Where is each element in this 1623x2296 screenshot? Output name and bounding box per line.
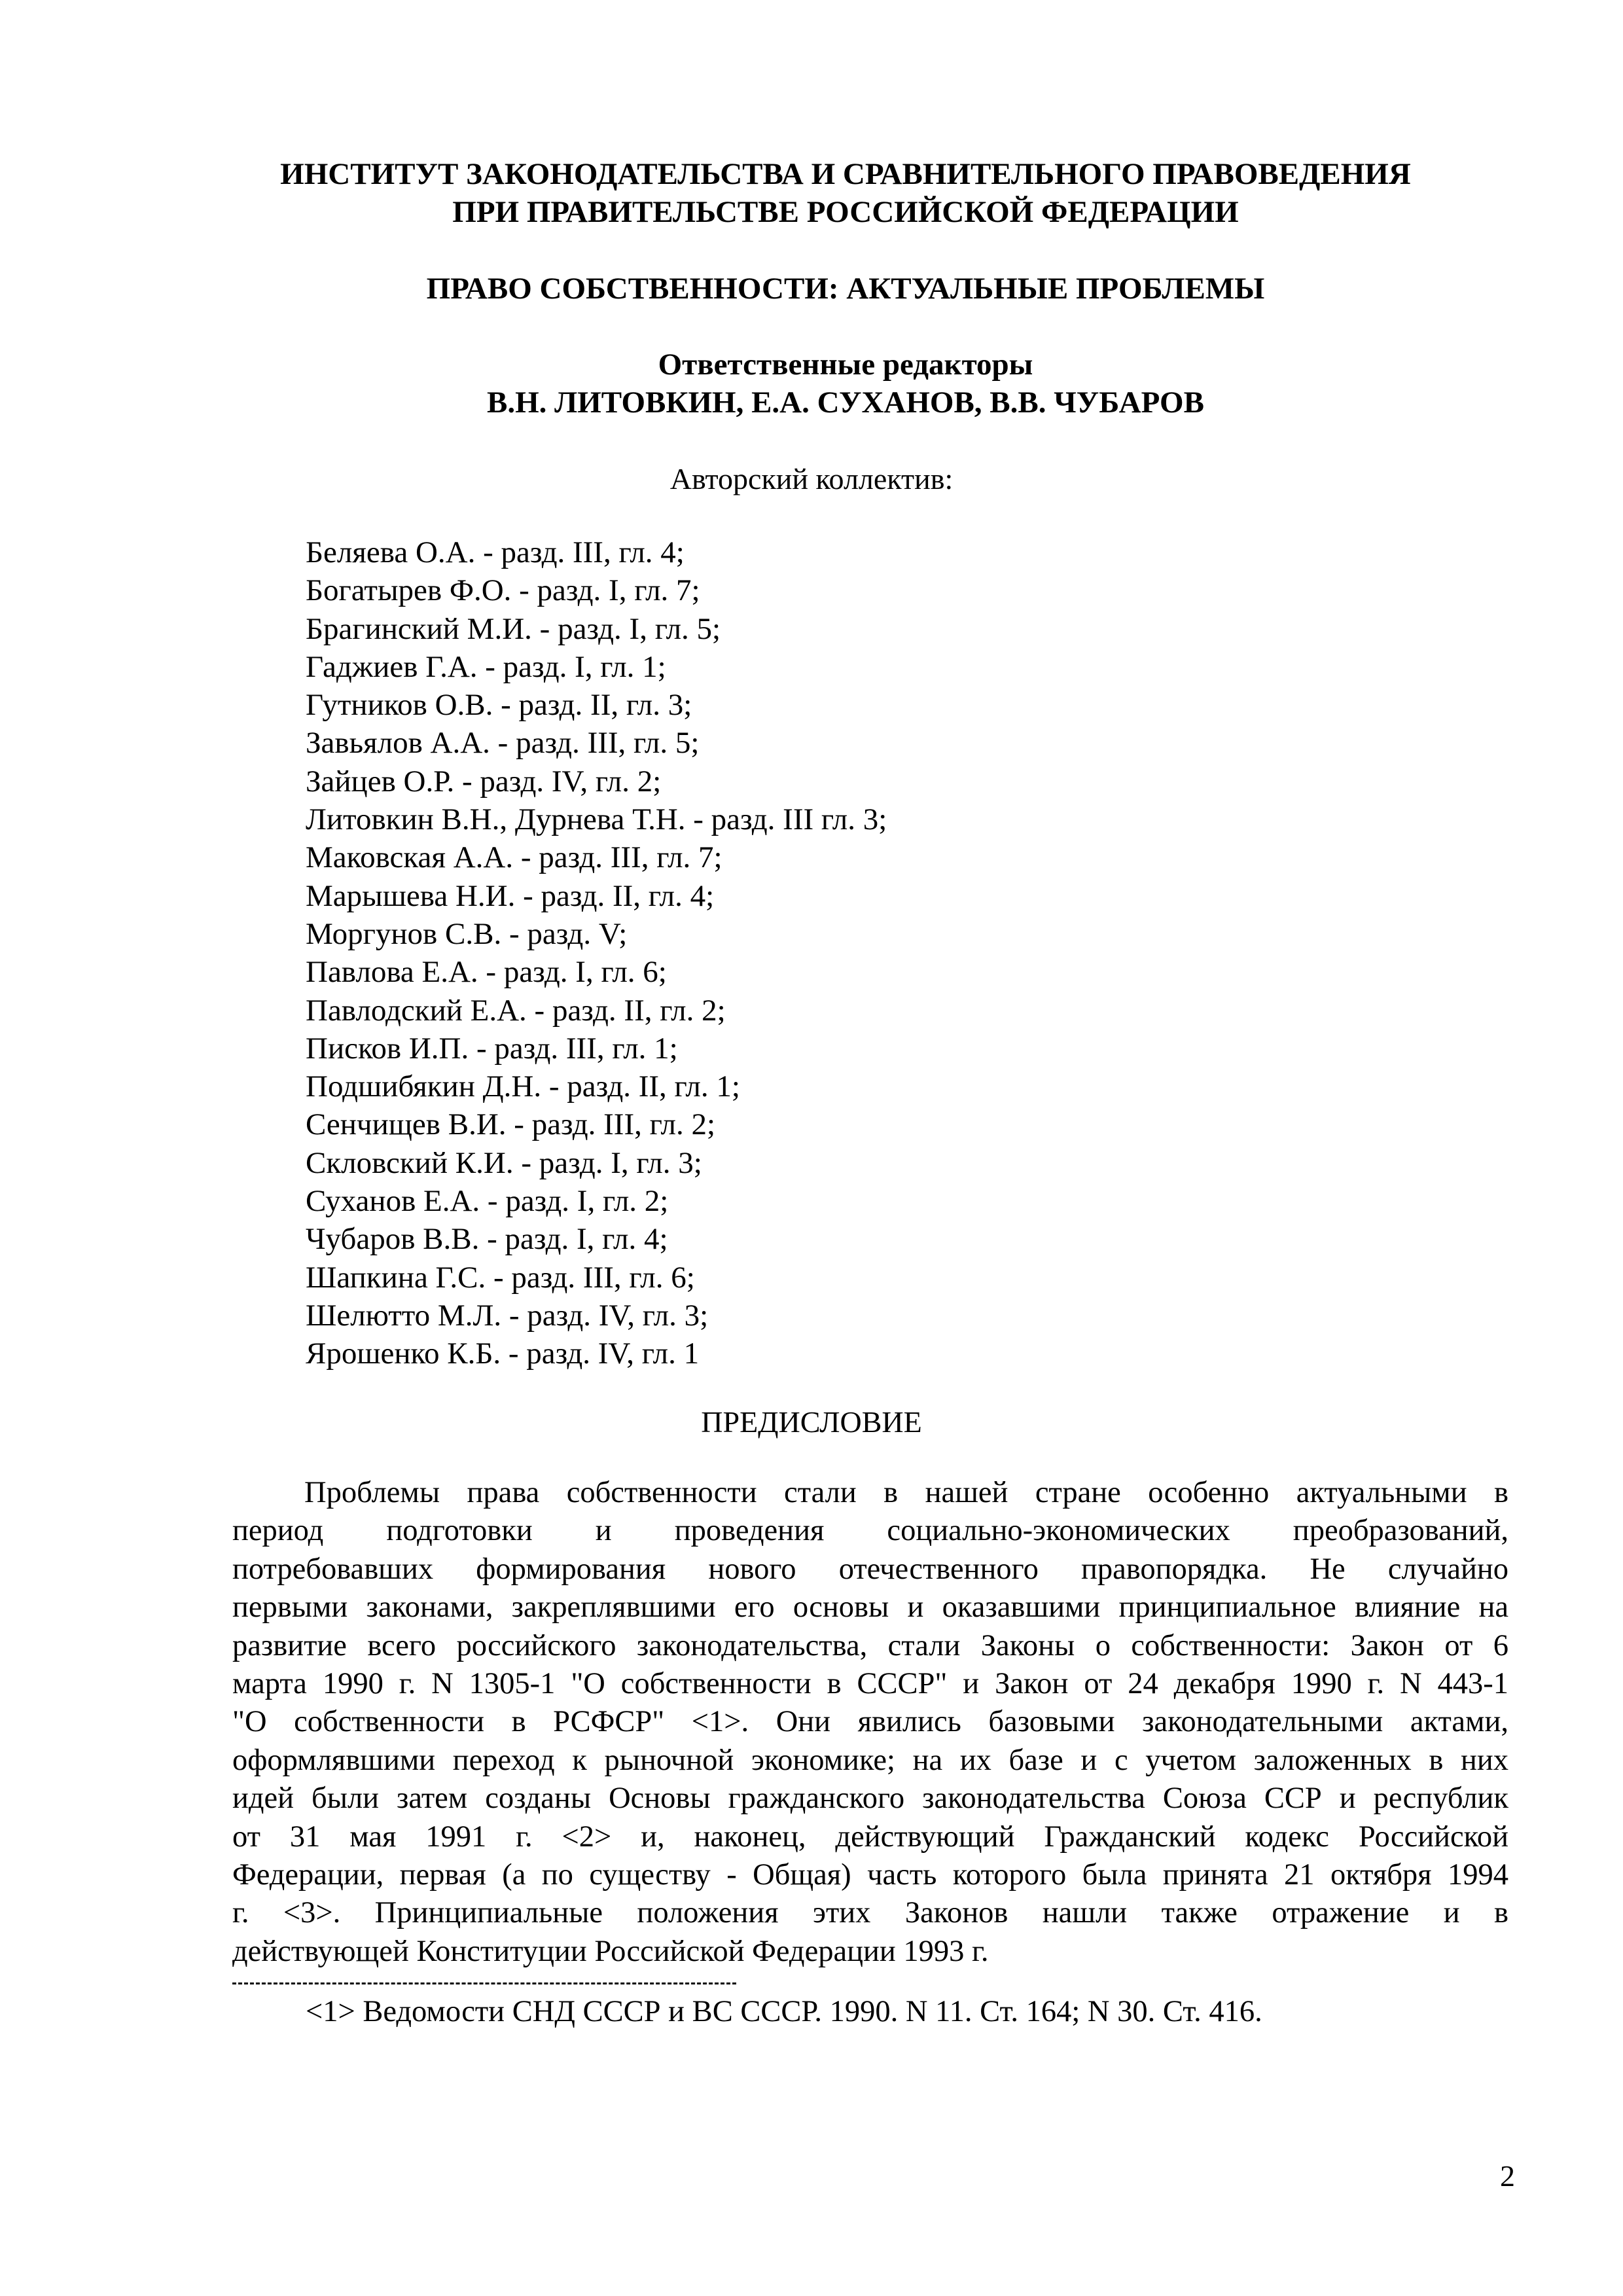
author-entry: Беляева О.А. - разд. III, гл. 4;: [306, 535, 685, 569]
author-entry: Писков И.П. - разд. III, гл. 1;: [306, 1031, 678, 1066]
editors-label: Ответственные редакторы: [658, 348, 1033, 382]
author-entry: Литовкин В.Н., Дурнева Т.Н. - разд. III гл. 3;: [306, 802, 887, 837]
editors-names: В.Н. ЛИТОВКИН, Е.А. СУХАНОВ, В.В. ЧУБАРОВ: [487, 386, 1204, 420]
institute-name-line-1: ИНСТИТУТ ЗАКОНОДАТЕЛЬСТВА И СРАВНИТЕЛЬНОГО ПРАВОВЕДЕНИЯ: [280, 157, 1411, 191]
author-entry: Богатырев Ф.О. - разд. I, гл. 7;: [306, 573, 700, 608]
paragraph-line: период подготовки и проведения социально-экономических преобразований,: [232, 1514, 1508, 1548]
paragraph-line: развитие всего российского законодательства, стали Законы о собственности: Закон от 6: [232, 1628, 1508, 1662]
paragraph-line: Проблемы права собственности стали в нашей стране особенно актуальными в: [304, 1476, 1508, 1509]
author-entry: Шапкина Г.С. - разд. III, гл. 6;: [306, 1260, 695, 1295]
paragraph-line: идей были затем созданы Основы гражданского законодательства Союза ССР и республик: [232, 1782, 1508, 1816]
author-entry: Завьялов А.А. - разд. III, гл. 5;: [306, 726, 700, 761]
authors-heading: Авторский коллектив:: [669, 462, 954, 495]
author-entry: Гаджиев Г.А. - разд. I, гл. 1;: [306, 649, 666, 684]
page-number: 2: [1500, 2159, 1515, 2193]
paragraph-line: марта 1990 г. N 1305-1 "О собственности в СССР" и Закон от 24 декабря 1990 г. N 443-1: [232, 1666, 1508, 1700]
author-entry: Марышева Н.И. - разд. II, гл. 4;: [306, 878, 715, 913]
author-entry: Скловский К.И. - разд. I, гл. 3;: [306, 1145, 702, 1180]
authors-list: [306, 533, 887, 1373]
author-entry: Маковская А.А. - разд. III, гл. 7;: [306, 840, 722, 875]
author-entry: Ярошенко К.Б. - разд. IV, гл. 1: [306, 1336, 700, 1371]
author-entry: Сенчищев В.И. - разд. III, гл. 2;: [306, 1107, 716, 1142]
author-entry: Шелютто М.Л. - разд. IV, гл. 3;: [306, 1298, 709, 1333]
paragraph-line: "О собственности в РСФСР" <1>. Они явились базовыми законодательными актами,: [232, 1705, 1508, 1739]
author-entry: Павлодский Е.А. - разд. II, гл. 2;: [306, 993, 726, 1028]
author-entry: Моргунов С.В. - разд. V;: [306, 916, 628, 951]
author-entry: Павлова Е.А. - разд. I, гл. 6;: [306, 955, 667, 990]
footnote-separator: [232, 1982, 736, 1984]
author-entry: Зайцев О.Р. - разд. IV, гл. 2;: [306, 764, 662, 798]
author-entry: Суханов Е.А. - разд. I, гл. 2;: [306, 1184, 669, 1219]
preface-paragraph: [232, 1474, 1508, 1971]
paragraph-line: от 31 мая 1991 г. <2> и, наконец, действующий Гражданский кодекс Российской: [232, 1820, 1508, 1854]
paragraph-line: потребовавших формирования нового отечественного правопорядка. Не случайно: [232, 1552, 1508, 1586]
footnote: <1> Ведомости СНД СССР и ВС СССР. 1990. N 11. Ст. 164; N 30. Ст. 416.: [306, 1995, 1262, 2028]
paragraph-line: г. <3>. Принципиальные положения этих Законов нашли также отражение и в: [232, 1896, 1508, 1930]
book-title: ПРАВО СОБСТВЕННОСТИ: АКТУАЛЬНЫЕ ПРОБЛЕМЫ: [426, 272, 1265, 306]
author-entry: Подшибякин Д.Н. - разд. II, гл. 1;: [306, 1069, 740, 1104]
paragraph-line: первыми законами, закреплявшими его основы и оказавшими принципиальное влияние на: [232, 1590, 1508, 1624]
author-entry: Гутников О.В. - разд. II, гл. 3;: [306, 688, 692, 723]
paragraph-line: Федерации, первая (а по существу - Общая) часть которого была принята 21 октября 1994: [232, 1857, 1508, 1892]
author-entry: Чубаров В.В. - разд. I, гл. 4;: [306, 1222, 668, 1257]
preface-heading: ПРЕДИСЛОВИЕ: [701, 1405, 922, 1439]
institute-name-line-2: ПРИ ПРАВИТЕЛЬСТВЕ РОССИЙСКОЙ ФЕДЕРАЦИИ: [452, 195, 1239, 229]
paragraph-line: действующей Конституции Российской Федерации 1993 г.: [232, 1934, 989, 1968]
author-entry: Брагинский М.И. - разд. I, гл. 5;: [306, 611, 721, 646]
paragraph-line: оформлявшими переход к рыночной экономике; на их базе и с учетом заложенных в них: [232, 1743, 1508, 1777]
